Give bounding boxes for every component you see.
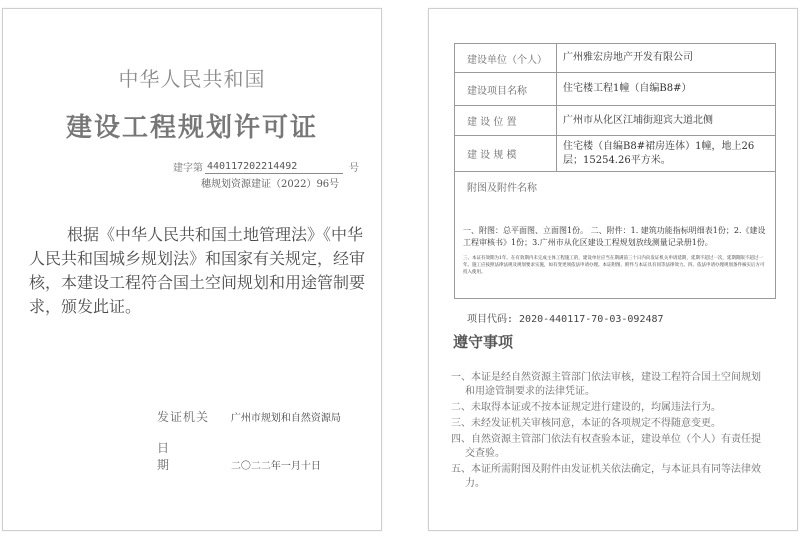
cert-number: 440117202214492 [205,161,343,174]
table-row [455,44,775,73]
row-label: 建设项目名称 [455,73,557,105]
notes-list [451,371,777,491]
note-line: 四、自然资源主管部门依法有权查验本证，建设单位（个人）有责任提 [451,434,761,445]
date-label: 日期 [157,441,194,472]
project-code: 项目代码: 2020-440117-70-03-092487 [467,314,664,325]
note-line: 三、未经发证机关审核同意，本证的各项规定不得随意变更。 [451,418,721,429]
country-name: 中华人民共和国 [118,67,266,91]
cert-suffix: 号 [349,163,359,174]
attachments-label: 附图及附件名称 [467,183,537,194]
certificate-front-page [2,8,382,531]
row-value: 住宅楼（自编B8#裙房连体）1幢，地上26层；15254.26平方米。 [563,140,755,166]
issuer-row [157,408,341,425]
certificate-title: 建设工程规划许可证 [65,113,318,143]
row-value: 广州市从化区江埔街迎宾大道北侧 [563,114,713,126]
table-row [455,73,775,106]
project-info-table [454,43,776,299]
attachments-note: 三、本证有效期为1年。在有效期内未完成主体工程施工的，建设单位应当在期满前三十日内向发证机关申请延期，延期不超过一次，延期期限不超过一年。施工应按照法律法规及规划要求实施，如有变更须依法申请办理。本证附图、附件与本证具有同等法律效力。四、依法申请办理规划条件核实后方可投入使用。 [463,256,765,275]
row-label: 建设单位（个人） [455,44,557,72]
note-line: 交查验。 [465,448,505,459]
cert-code: 穗规划资源建证（2022）96号 [201,179,340,190]
note-line: 一、本证是经自然资源主管部门依法审核，建设工程符合国土空间规划 [451,372,761,383]
attachments-main: 一、附图：总平面图、立面图1份。 二、附件：1. 建筑功能指标明细表1份；2.《建设工程审核书》1份；3.广州市从化区建设工程规划放线测量记录册1份。 [463,226,766,247]
date-row [157,439,321,473]
certificate-back-page [428,8,798,531]
date-value: 二〇二二年一月十日 [230,461,321,472]
note-line: 五、本证所需附图及附件由发证机关依法确定，与本证具有同等法律效 [451,464,761,475]
row-label: 建 设 位 置 [455,106,557,135]
note-line: 和用途管制要求的法律凭证。 [465,386,595,397]
note-line: 二、未取得本证或不按本证规定进行建设的，均属违法行为。 [451,402,721,413]
notes-title: 遵守事项 [453,333,514,351]
table-row [455,106,775,136]
row-value: 广州雅宏房地产开发有限公司 [563,52,693,63]
row-value: 住宅楼工程1幢（自编B8#） [563,83,692,94]
cert-prefix: 建字第 [173,163,203,174]
certificate-body: 根据《中华人民共和国土地管理法》《中华人民共和国城乡规划法》和国家有关规定，经审核，本建设工程符合国土空间规划和用途管制要求，颁发此证。 [29,225,366,316]
issuer-label: 发证机关 [157,410,210,424]
issuer-value: 广州市规划和自然资源局 [230,413,341,424]
row-label: 建 设 规 模 [455,136,557,171]
note-line: 力。 [465,478,485,489]
table-row [455,136,775,172]
attachments-row [455,172,775,298]
